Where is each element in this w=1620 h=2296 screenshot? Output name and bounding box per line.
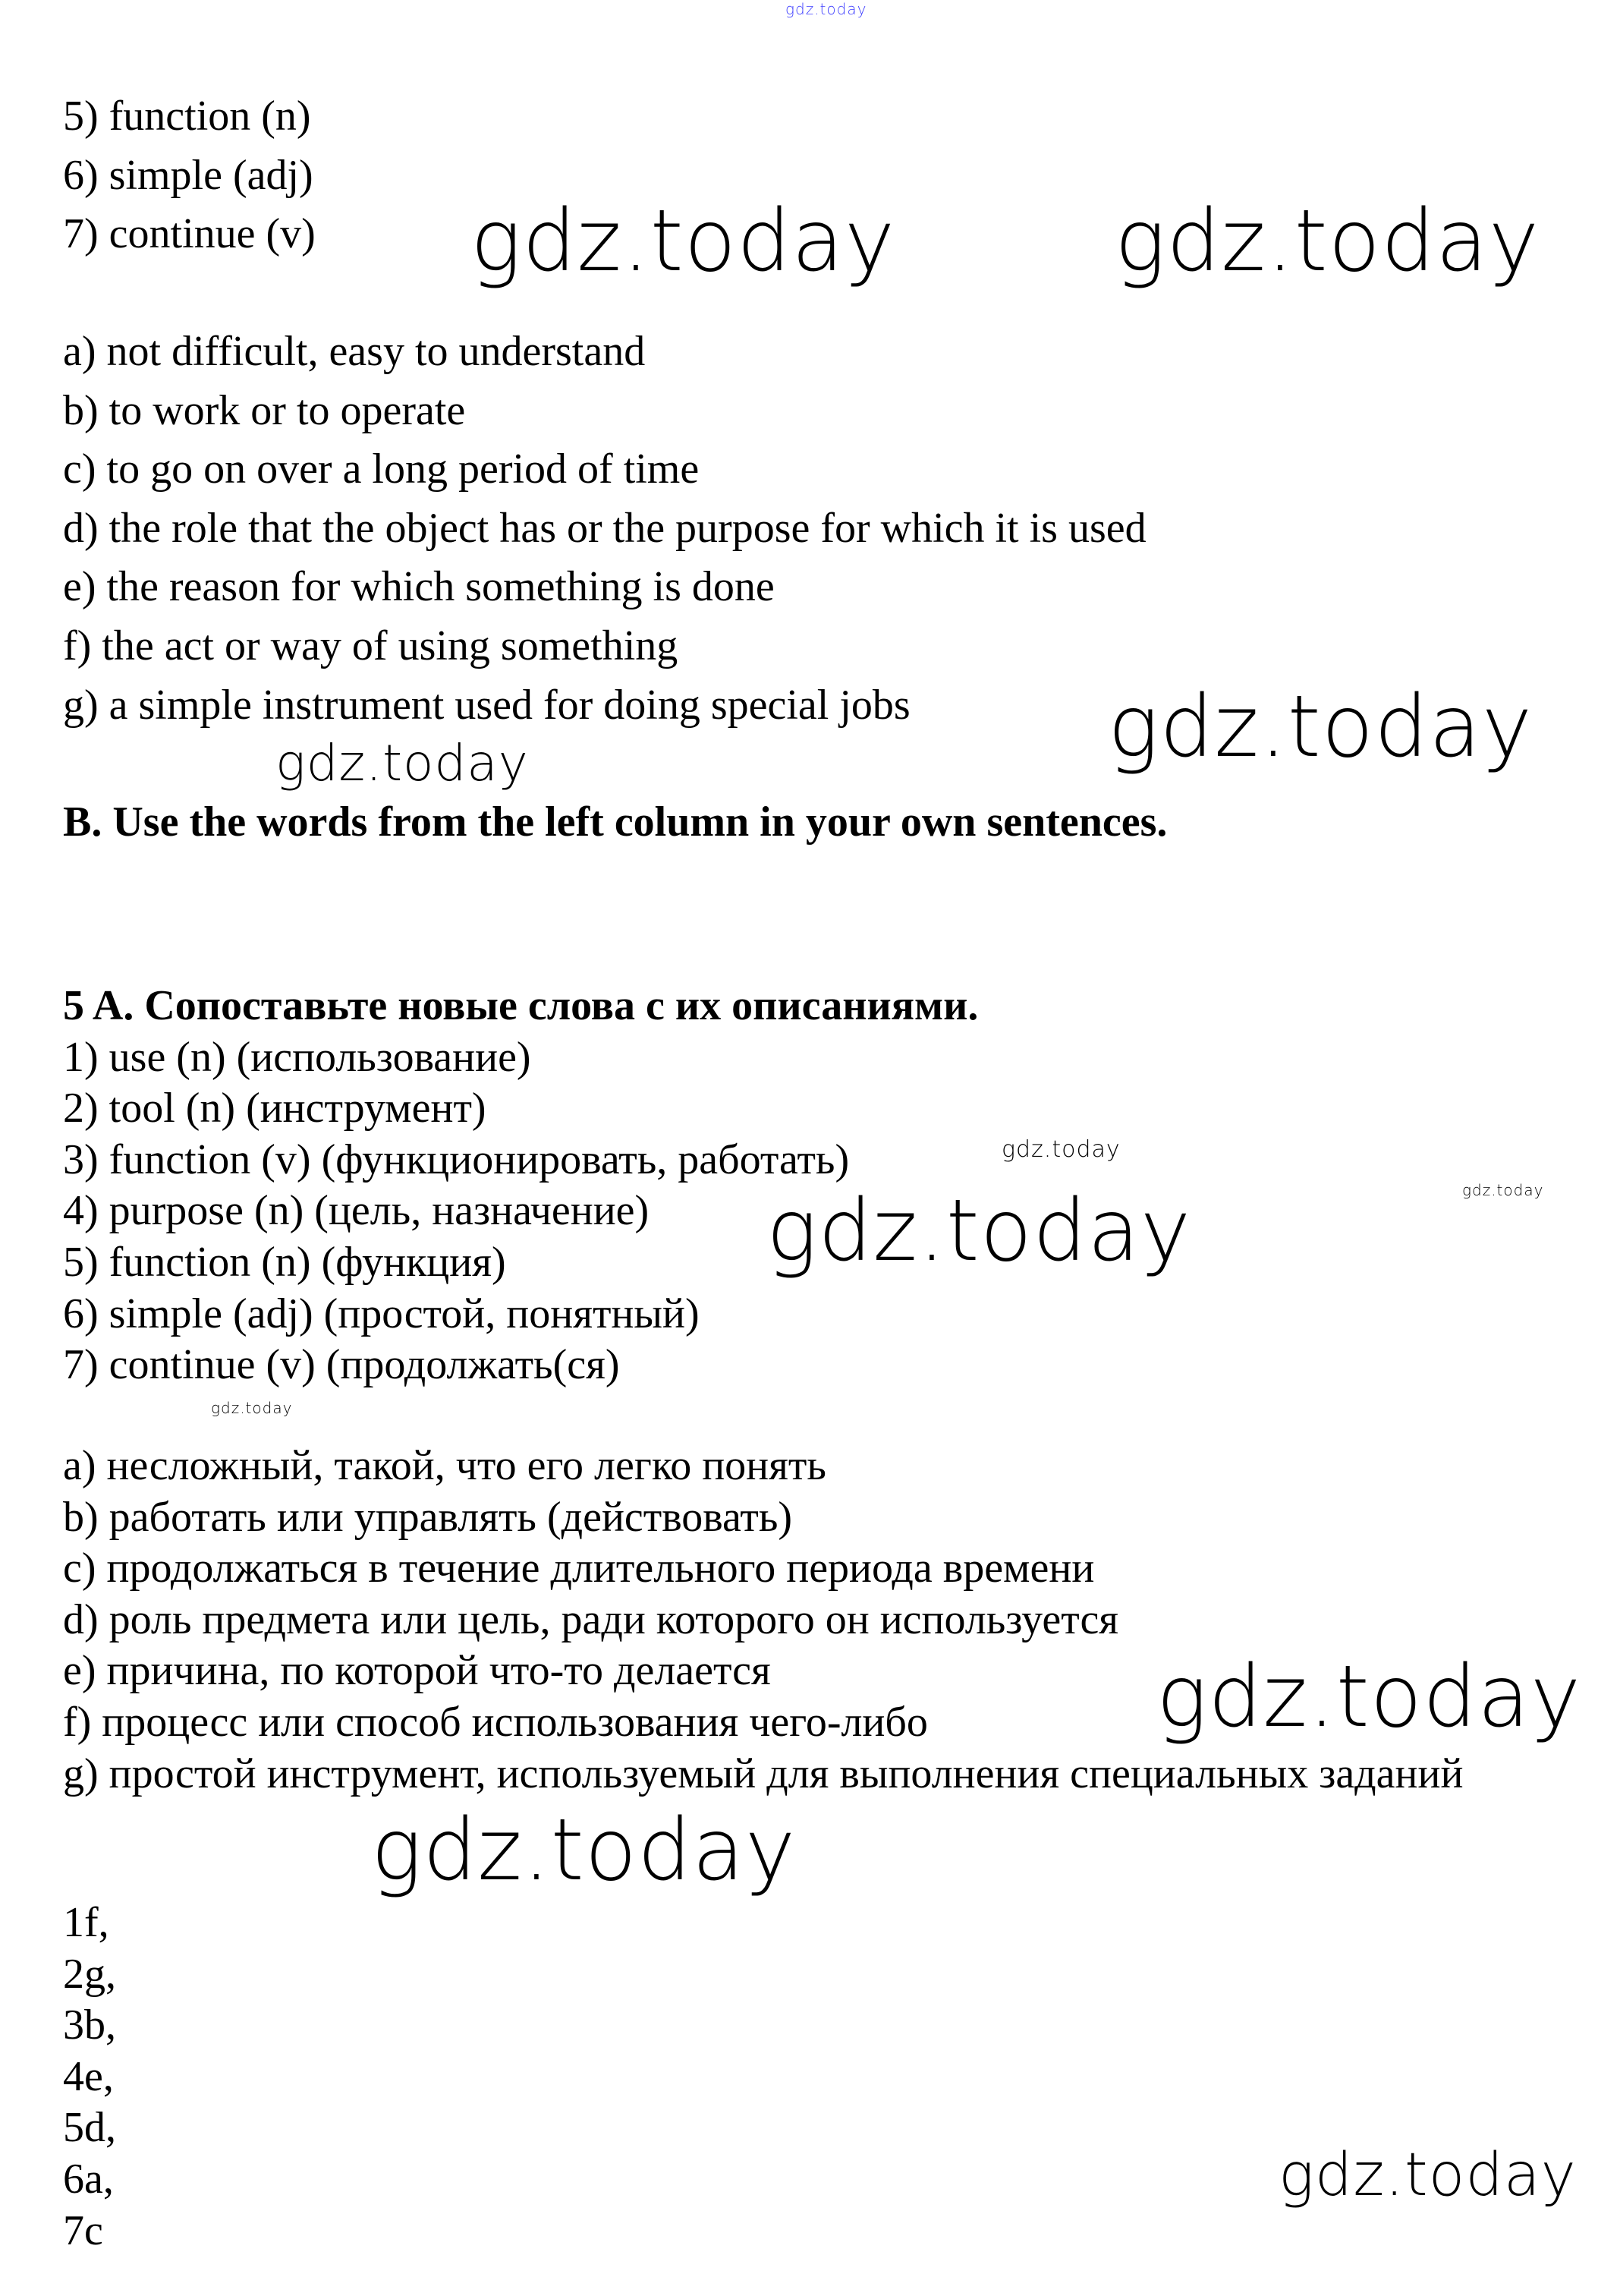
watermark: gdz.today: [1115, 192, 1540, 291]
task-b: [63, 793, 1167, 852]
watermark: gdz.today: [766, 1182, 1192, 1280]
word-item: 6) simple (adj) (простой, понятный): [63, 1290, 700, 1337]
watermark: gdz.today: [275, 734, 529, 792]
watermark: gdz.today: [1462, 1181, 1544, 1199]
definition-item: g) a simple instrument used for doing special jobs: [63, 681, 911, 729]
definition-item: b) работать или управлять (действовать): [63, 1493, 793, 1541]
watermark: gdz.today: [470, 192, 896, 291]
watermark: gdz.today: [211, 1399, 293, 1417]
word-item: 5) function (n): [63, 93, 311, 140]
word-item: 5) function (n) (функция): [63, 1238, 506, 1286]
word-item: 6) simple (adj): [63, 151, 313, 199]
definition-item: d) the role that the object has or the purpose for which it is used: [63, 504, 1147, 552]
definition-item: e) the reason for which something is done: [63, 563, 775, 611]
definition-item: a) несложный, такой, что его легко понять: [63, 1442, 826, 1489]
word-item: 1) use (n) (использование): [63, 1033, 531, 1081]
answer-item: 6a,: [63, 2155, 114, 2203]
word-item: 2) tool (n) (инструмент): [63, 1085, 486, 1132]
answer-item: 5d,: [63, 2104, 116, 2152]
task-b-text: B. Use the words from the left column in your own sentences.: [63, 798, 1168, 846]
watermark: gdz.today: [1156, 1648, 1582, 1746]
answer-item: 2g,: [63, 1950, 116, 1998]
watermark: gdz.today: [1279, 2141, 1577, 2209]
answer-item: 4e,: [63, 2052, 114, 2100]
answer-item: 7c: [63, 2206, 103, 2254]
word-item: 4) purpose (n) (цель, назначение): [63, 1187, 650, 1235]
definition-item: g) простой инструмент, используемый для выполнения специальных заданий: [63, 1750, 1464, 1797]
definition-item: b) to work or to operate: [63, 386, 466, 434]
word-item: 7) continue (v): [63, 210, 316, 258]
watermark: gdz.today: [371, 1801, 797, 1900]
definition-item: a) not difficult, easy to understand: [63, 328, 646, 375]
watermark: gdz.today: [785, 0, 867, 18]
answer-item: 3b,: [63, 2002, 116, 2049]
section-heading: 5 A. Сопоставьте новые слова с их описаниями.: [63, 982, 979, 1029]
word-item: 7) continue (v) (продолжать(ся): [63, 1341, 620, 1389]
watermark: gdz.today: [1002, 1136, 1121, 1163]
answer-list: [63, 1898, 116, 2257]
definition-item: f) the act or way of using something: [63, 622, 678, 669]
watermark: gdz.today: [1108, 678, 1533, 776]
definition-item: d) роль предмета или цель, ради которого он используется: [63, 1595, 1119, 1643]
answer-item: 1f,: [63, 1899, 109, 1946]
definition-list-en: [63, 323, 1147, 735]
word-list-en: [63, 87, 316, 264]
definition-item: c) to go on over a long period of time: [63, 446, 700, 493]
definition-item: f) процесс или способ использования чего-либо: [63, 1698, 928, 1746]
definition-item: c) продолжаться в течение длительного периода времени: [63, 1545, 1095, 1592]
word-item: 3) function (v) (функционировать, работать): [63, 1135, 850, 1183]
definition-item: e) причина, по которой что-то делается: [63, 1647, 771, 1695]
